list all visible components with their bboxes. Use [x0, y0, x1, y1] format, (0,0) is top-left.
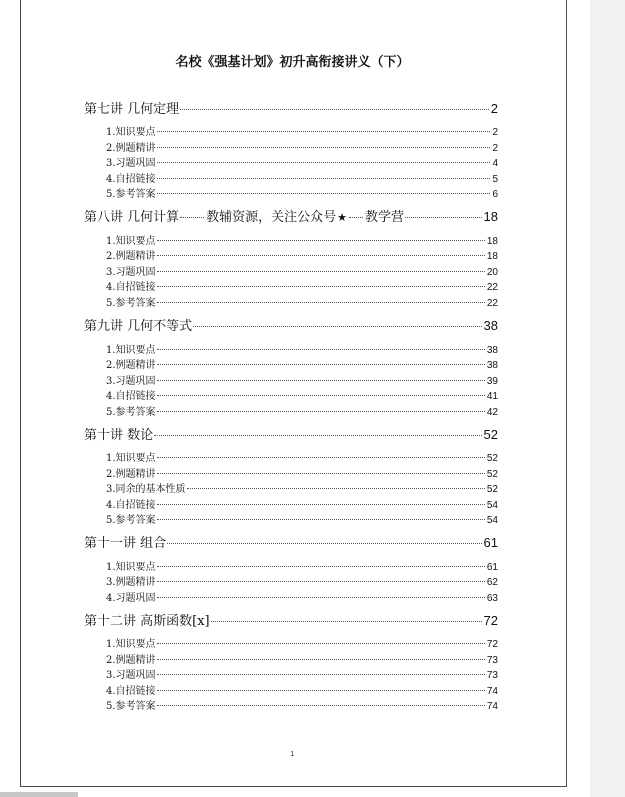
section-page: 52 [486, 453, 498, 464]
dot-leader [157, 349, 485, 350]
section-label: 4.自招链接 [106, 282, 156, 293]
section-page: 74 [486, 686, 498, 697]
section-label: 1.知识要点 [106, 562, 156, 573]
toc-section[interactable] [106, 682, 498, 697]
toc-section[interactable] [106, 651, 498, 666]
section-page: 6 [492, 189, 498, 200]
dot-leader [157, 255, 485, 256]
toc-section[interactable] [106, 185, 498, 200]
dot-leader [157, 674, 485, 675]
section-page: 18 [486, 251, 498, 262]
section-page: 20 [486, 267, 498, 278]
watermark-text: 教辅资源，关注公众号 [206, 210, 337, 225]
dot-leader [180, 217, 204, 218]
dot-leader [157, 581, 485, 582]
dot-leader [157, 411, 485, 412]
chapter-label: 第七讲 几何定理 [84, 102, 180, 117]
toc-section[interactable] [106, 558, 498, 573]
toc-section[interactable] [106, 403, 498, 418]
dot-leader [157, 519, 485, 520]
dot-leader [167, 543, 481, 544]
section-page: 54 [486, 515, 498, 526]
chapter-page: 52 [483, 427, 498, 442]
chapter-page: 38 [483, 318, 498, 333]
dot-leader [157, 147, 491, 148]
section-label: 3.习题巩固 [106, 158, 156, 169]
section-label: 1.知识要点 [106, 345, 156, 356]
toc-section[interactable] [106, 573, 498, 588]
toc-chapter-11[interactable] [84, 532, 498, 551]
section-page: 39 [486, 376, 498, 387]
chapter-page: 61 [483, 535, 498, 550]
scrollbar-gutter[interactable] [590, 0, 625, 797]
document-title: 名校《强基计划》初升高衔接讲义（下） [175, 55, 410, 70]
dot-leader [157, 566, 485, 567]
section-page: 41 [486, 391, 498, 402]
toc-section[interactable] [106, 154, 498, 169]
chapter-page: 18 [483, 209, 498, 224]
chapter-label: 第十二讲 高斯函数[x] [84, 614, 210, 629]
horizontal-scrollbar-thumb[interactable] [0, 792, 78, 797]
dot-leader [157, 457, 485, 458]
dot-leader [349, 217, 363, 218]
section-label: 4.自招链接 [106, 174, 156, 185]
section-page: 52 [486, 484, 498, 495]
section-page: 38 [486, 345, 498, 356]
dot-leader [211, 621, 482, 622]
section-label: 1.知识要点 [106, 639, 156, 650]
dot-leader [157, 178, 491, 179]
dot-leader [187, 488, 485, 489]
section-page: 38 [486, 360, 498, 371]
section-page: 54 [486, 500, 498, 511]
toc-section[interactable] [106, 123, 498, 138]
section-page: 5 [492, 174, 498, 185]
toc-section[interactable] [106, 496, 498, 511]
toc-section[interactable] [106, 449, 498, 464]
dot-leader [157, 659, 485, 660]
toc-section[interactable] [106, 635, 498, 650]
chapter-label: 第八讲 几何计算 [84, 210, 180, 225]
section-page: 72 [486, 639, 498, 650]
section-label: 2.例题精讲 [106, 655, 156, 666]
toc-chapter-9[interactable] [84, 315, 498, 334]
section-label: 5.参考答案 [106, 515, 156, 526]
section-label: 4.习题巩固 [106, 593, 156, 604]
section-label: 1.知识要点 [106, 127, 156, 138]
dot-leader [157, 240, 485, 241]
page-number: 1 [290, 751, 295, 758]
section-label: 5.参考答案 [106, 298, 156, 309]
dot-leader [157, 364, 485, 365]
section-page: 73 [486, 670, 498, 681]
section-page: 74 [486, 701, 498, 712]
toc-section[interactable] [106, 232, 498, 247]
section-label: 2.例题精讲 [106, 251, 156, 262]
toc-section[interactable] [106, 294, 498, 309]
star-icon: ★ [337, 211, 348, 224]
section-page: 63 [486, 593, 498, 604]
chapter-label: 第九讲 几何不等式 [84, 319, 193, 334]
chapter-page: 2 [490, 101, 498, 116]
section-page: 61 [486, 562, 498, 573]
section-label: 3.习题巩固 [106, 376, 156, 387]
dot-leader [157, 643, 485, 644]
toc-section[interactable] [106, 666, 498, 681]
toc-section[interactable] [106, 278, 498, 293]
dot-leader [157, 271, 485, 272]
section-label: 3.例题精讲 [106, 577, 156, 588]
section-page: 4 [492, 158, 498, 169]
toc-chapter-10[interactable] [84, 424, 498, 443]
section-page: 18 [486, 236, 498, 247]
section-label: 3.习题巩固 [106, 267, 156, 278]
section-page: 73 [486, 655, 498, 666]
section-label: 5.参考答案 [106, 407, 156, 418]
dot-leader [157, 705, 485, 706]
section-page: 2 [492, 127, 498, 138]
dot-leader [157, 380, 485, 381]
toc-section[interactable] [106, 511, 498, 526]
section-label: 2.例题精讲 [106, 143, 156, 154]
section-label: 4.自招链接 [106, 686, 156, 697]
section-label: 1.知识要点 [106, 453, 156, 464]
dot-leader [157, 504, 485, 505]
dot-leader [193, 326, 481, 327]
dot-leader [180, 109, 489, 110]
chapter-label: 第十讲 数论 [84, 428, 154, 443]
section-label: 3.习题巩固 [106, 670, 156, 681]
toc-section[interactable] [106, 480, 498, 495]
section-label: 2.例题精讲 [106, 469, 156, 480]
toc-section[interactable] [106, 697, 498, 712]
section-label: 2.例题精讲 [106, 360, 156, 371]
dot-leader [157, 473, 485, 474]
section-label: 5.参考答案 [106, 189, 156, 200]
section-label: 4.自招链接 [106, 391, 156, 402]
chapter-page: 72 [483, 613, 498, 628]
chapter-label: 第十一讲 组合 [84, 536, 167, 551]
toc-section[interactable] [106, 170, 498, 185]
section-page: 52 [486, 469, 498, 480]
dot-leader [157, 193, 491, 194]
dot-leader [157, 690, 485, 691]
toc-section[interactable] [106, 589, 498, 604]
watermark-text: 教学营 [365, 210, 405, 225]
section-label: 4.自招链接 [106, 500, 156, 511]
toc-chapter-8[interactable] [84, 206, 498, 225]
section-page: 22 [486, 282, 498, 293]
section-page: 42 [486, 407, 498, 418]
toc-section[interactable] [106, 263, 498, 278]
dot-leader [154, 435, 481, 436]
section-page: 62 [486, 577, 498, 588]
section-page: 22 [486, 298, 498, 309]
dot-leader [157, 131, 491, 132]
toc-section[interactable] [106, 387, 498, 402]
dot-leader [157, 597, 485, 598]
toc-section[interactable] [106, 341, 498, 356]
toc-section[interactable] [106, 465, 498, 480]
section-label: 3.同余的基本性质 [106, 484, 186, 495]
dot-leader [157, 162, 491, 163]
toc-section[interactable] [106, 247, 498, 262]
section-page: 2 [492, 143, 498, 154]
section-label: 5.参考答案 [106, 701, 156, 712]
dot-leader [157, 395, 485, 396]
section-label: 1.知识要点 [106, 236, 156, 247]
dot-leader [157, 302, 485, 303]
dot-leader [405, 217, 481, 218]
toc-section[interactable] [106, 356, 498, 371]
dot-leader [157, 286, 485, 287]
toc-section[interactable] [106, 372, 498, 387]
toc-chapter-7[interactable] [84, 98, 498, 117]
toc-section[interactable] [106, 139, 498, 154]
toc-chapter-12[interactable] [84, 610, 498, 629]
